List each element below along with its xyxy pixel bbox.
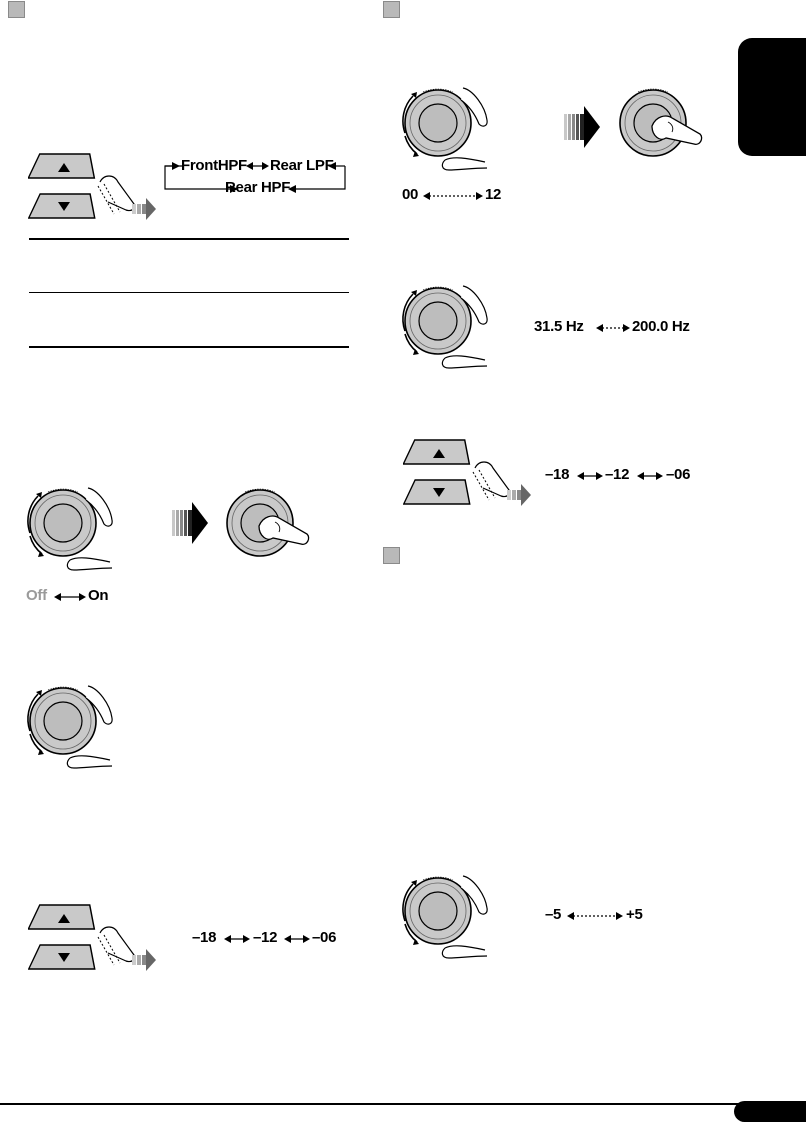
finger-press-icon bbox=[215, 478, 315, 578]
control-dial-icon bbox=[393, 78, 493, 178]
language-tab bbox=[738, 38, 806, 156]
up-down-buttons bbox=[28, 903, 160, 973]
front-hpf-label: FrontHPF bbox=[181, 157, 247, 174]
table-rule-3 bbox=[29, 346, 349, 348]
gain-value-1: –18 bbox=[545, 466, 570, 483]
section-marker-right-lower bbox=[383, 547, 400, 564]
gain-value-1: –18 bbox=[192, 929, 217, 946]
gain-value-3: –06 bbox=[312, 929, 337, 946]
dotted-bidirectional-arrow-icon bbox=[423, 189, 483, 203]
rear-hpf-label: Rear HPF bbox=[225, 179, 291, 196]
bidirectional-arrow-icon bbox=[54, 590, 86, 604]
frequency-to-label: 200.0 Hz bbox=[632, 318, 690, 335]
range-from-label: 00 bbox=[402, 186, 419, 203]
footer-rule bbox=[0, 1103, 806, 1105]
section-marker-right bbox=[383, 1, 400, 18]
bidirectional-arrow-icon bbox=[224, 932, 250, 946]
rear-lpf-label: Rear LPF bbox=[270, 157, 334, 174]
control-dial-icon bbox=[393, 866, 493, 966]
control-dial-icon bbox=[393, 276, 493, 376]
frequency-from-label: 31.5 Hz bbox=[534, 318, 584, 335]
section-marker-left bbox=[8, 1, 25, 18]
level-to-label: +5 bbox=[626, 906, 643, 923]
page-number-badge bbox=[734, 1101, 806, 1122]
control-dial-icon bbox=[18, 676, 118, 776]
bidirectional-arrow-icon bbox=[577, 469, 603, 483]
bidirectional-arrow-icon bbox=[284, 932, 310, 946]
off-label: Off bbox=[26, 587, 47, 604]
bidirectional-arrow-icon bbox=[637, 469, 663, 483]
striped-arrow-icon bbox=[172, 502, 212, 546]
gain-value-2: –12 bbox=[605, 466, 630, 483]
table-rule-2 bbox=[29, 292, 349, 293]
dotted-bidirectional-arrow-icon bbox=[567, 909, 623, 923]
range-to-label: 12 bbox=[485, 186, 502, 203]
gain-value-3: –06 bbox=[666, 466, 691, 483]
level-from-label: –5 bbox=[545, 906, 562, 923]
finger-press-icon bbox=[608, 78, 708, 178]
striped-arrow-icon bbox=[564, 106, 604, 150]
control-dial-icon bbox=[18, 478, 118, 578]
on-label: On bbox=[88, 587, 109, 604]
up-down-buttons bbox=[28, 152, 160, 222]
gain-value-2: –12 bbox=[253, 929, 278, 946]
up-down-buttons bbox=[403, 438, 535, 508]
dotted-bidirectional-arrow-icon bbox=[596, 321, 630, 335]
table-rule-1 bbox=[29, 238, 349, 240]
